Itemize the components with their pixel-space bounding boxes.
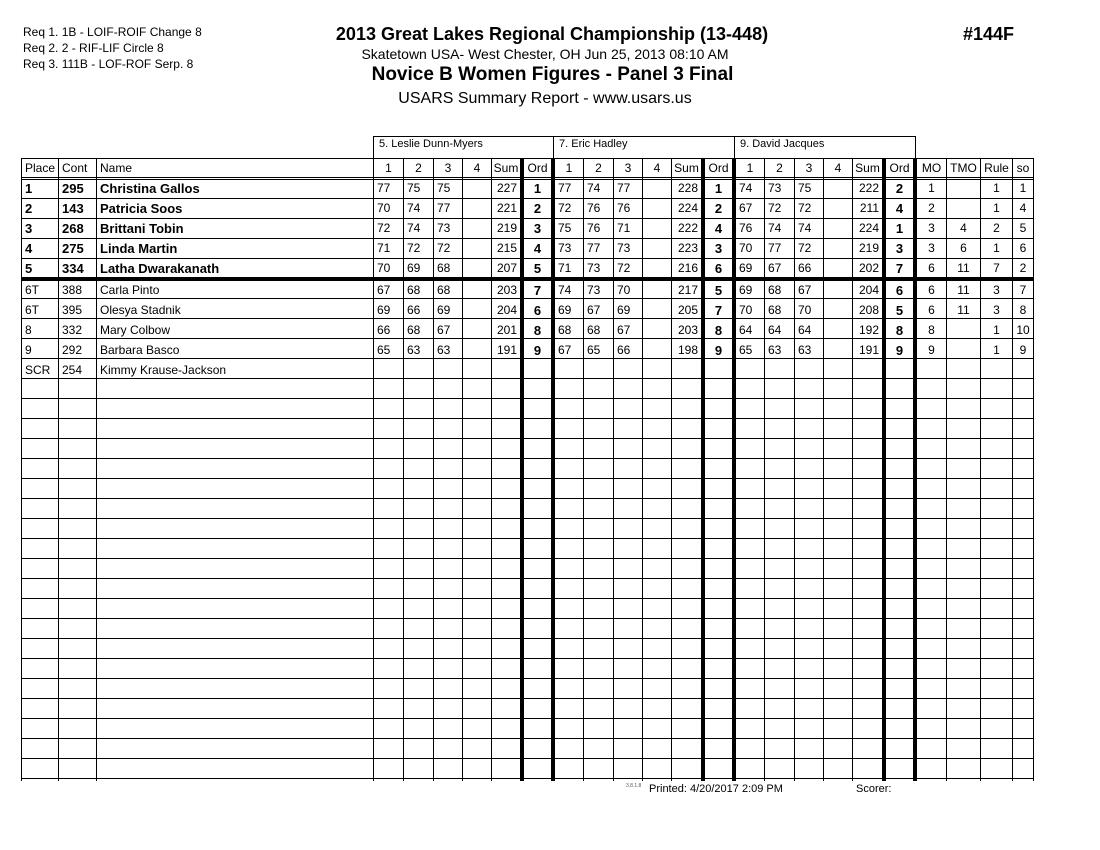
figure-score-cell: 75 <box>407 181 421 195</box>
rule-cell: 3 <box>993 283 1000 297</box>
figure-score-cell: 71 <box>377 241 391 255</box>
figure-score-cell: 68 <box>587 323 601 337</box>
figure-score-cell <box>643 361 671 380</box>
tmo-cell: 6 <box>960 241 967 255</box>
so-cell <box>1013 361 1033 380</box>
ordinal-cell: 1 <box>895 221 904 236</box>
figure-score-cell: 74 <box>798 221 812 235</box>
figure-score-cell: 68 <box>437 261 451 275</box>
place-cell: 6T <box>25 303 40 317</box>
event-name: Novice B Women Figures - Panel 3 Final <box>371 64 734 85</box>
scorer-label: Scorer: <box>856 783 892 795</box>
col-header-judge2-sum: Sum <box>674 161 699 175</box>
place-cell: 9 <box>25 343 32 357</box>
figure-score-cell: 75 <box>798 181 812 195</box>
place-cell: 2 <box>25 201 33 216</box>
figure-score-cell: 74 <box>587 181 601 195</box>
tmo-cell: 4 <box>960 221 967 235</box>
col-header-judge1-ord: Ord <box>527 161 548 175</box>
figure-score-cell <box>643 341 671 360</box>
sum-cell: 219 <box>496 221 517 235</box>
figure-score-cell: 65 <box>739 343 753 357</box>
figure-score-cell: 75 <box>437 181 451 195</box>
sum-cell: 191 <box>858 343 879 357</box>
sum-cell: 211 <box>859 201 879 215</box>
figure-score-cell <box>463 301 491 320</box>
ordinal-cell: 2 <box>533 201 542 216</box>
figure-score-cell <box>555 361 583 380</box>
event-title: 2013 Great Lakes Regional Championship (13-448) <box>335 24 769 44</box>
figure-score-cell: 70 <box>798 303 812 317</box>
skater-name-cell: Latha Dwarakanath <box>100 261 220 276</box>
figure-score-cell: 72 <box>798 241 812 255</box>
so-cell: 5 <box>1019 221 1027 235</box>
sum-cell: 201 <box>496 323 517 337</box>
figure-score-cell <box>643 199 671 218</box>
figure-score-cell: 70 <box>739 303 753 317</box>
rule-cell: 2 <box>993 221 1000 235</box>
figure-score-cell <box>643 301 671 320</box>
rule-cell: 3 <box>993 303 1000 317</box>
place-cell: 3 <box>25 221 33 236</box>
figure-score-cell: 75 <box>558 221 572 235</box>
figure-score-cell: 69 <box>407 261 421 275</box>
col-header-judge1-1: 1 <box>385 161 392 175</box>
figure-score-cell: 64 <box>739 323 753 337</box>
figure-score-cell: 77 <box>377 181 391 195</box>
figure-score-cell: 72 <box>407 241 421 255</box>
figure-score-cell: 73 <box>437 221 451 235</box>
figure-score-cell <box>824 219 852 238</box>
so-cell: 9 <box>1019 343 1027 357</box>
ordinal-cell: 6 <box>895 283 904 298</box>
sum-cell: 222 <box>677 221 698 235</box>
figure-score-cell: 67 <box>739 201 753 215</box>
figure-score-cell: 72 <box>768 201 782 215</box>
figure-score-cell: 72 <box>558 201 572 215</box>
ordinal-cell: 8 <box>533 323 542 338</box>
mo-cell: 3 <box>928 241 935 255</box>
sum-cell: 207 <box>496 261 517 275</box>
figure-score-cell: 65 <box>587 343 601 357</box>
figure-score-cell: 77 <box>558 181 572 195</box>
figure-score-cell <box>643 259 671 278</box>
figure-score-cell: 71 <box>558 261 572 275</box>
figure-score-cell <box>824 301 852 320</box>
so-cell: 10 <box>1016 323 1030 337</box>
sum-cell: 192 <box>858 323 879 337</box>
figure-score-cell: 69 <box>739 283 753 297</box>
tmo-cell: 11 <box>957 261 970 275</box>
figure-score-cell <box>824 281 852 300</box>
col-header-judge2-ord: Ord <box>708 161 729 175</box>
figure-score-cell: 67 <box>377 283 391 297</box>
judge-header-3: 9. David Jacques <box>734 136 916 158</box>
ordinal-cell <box>524 361 551 380</box>
mo-cell: 6 <box>928 261 935 275</box>
figure-score-cell: 68 <box>558 323 572 337</box>
so-cell: 1 <box>1019 181 1027 195</box>
ordinal-cell: 4 <box>714 221 723 236</box>
figure-score-cell <box>463 341 491 360</box>
figure-score-cell: 77 <box>587 241 601 255</box>
mo-cell: 3 <box>928 221 935 235</box>
figure-score-cell: 73 <box>768 181 782 195</box>
figure-score-cell: 77 <box>617 181 631 195</box>
figure-score-cell <box>824 341 852 360</box>
col-header-so: so <box>1016 161 1030 175</box>
sum-cell: 203 <box>496 283 517 297</box>
tmo-cell <box>947 341 980 360</box>
rule-cell: 1 <box>993 201 1000 215</box>
figure-score-cell: 74 <box>739 181 753 195</box>
figure-score-cell <box>643 281 671 300</box>
mo-cell <box>917 361 946 380</box>
sum-cell: 204 <box>858 283 879 297</box>
figure-score-cell <box>463 361 491 380</box>
venue-line: Skatetown USA- West Chester, OH Jun 25, 2013 08:10 AM <box>361 46 729 62</box>
ordinal-cell: 1 <box>533 181 542 196</box>
sum-cell: 221 <box>496 201 517 215</box>
so-cell: 6 <box>1019 241 1027 255</box>
ordinal-cell: 9 <box>533 343 542 358</box>
tmo-cell: 11 <box>957 283 970 297</box>
figure-score-cell: 72 <box>377 221 391 235</box>
figure-score-cell: 76 <box>617 201 631 215</box>
figure-score-cell: 67 <box>768 261 782 275</box>
skater-name-cell: Patricia Soos <box>100 201 183 216</box>
ordinal-cell: 8 <box>714 323 723 338</box>
figure-score-cell <box>463 239 491 258</box>
rule-cell: 1 <box>993 241 1000 255</box>
rule-cell: 1 <box>993 181 1000 195</box>
figure-score-cell: 67 <box>558 343 572 357</box>
sum-cell: 208 <box>858 303 879 317</box>
figure-score-cell: 68 <box>768 303 782 317</box>
sum-cell: 203 <box>677 323 698 337</box>
ordinal-cell: 7 <box>895 261 904 276</box>
contestant-number-cell: 295 <box>62 181 84 196</box>
rule-cell <box>981 361 1012 380</box>
figure-score-cell: 73 <box>617 241 631 255</box>
col-header-name: Name <box>100 161 133 175</box>
figure-score-cell <box>824 179 852 198</box>
col-header-judge1-sum: Sum <box>493 161 519 175</box>
mo-cell: 8 <box>928 323 935 337</box>
ordinal-cell: 5 <box>533 261 542 276</box>
figure-score-cell <box>463 219 491 238</box>
ordinal-cell: 3 <box>533 221 542 236</box>
col-header-mo: MO <box>921 161 942 175</box>
place-cell: 5 <box>25 261 33 276</box>
col-header-judge3-ord: Ord <box>889 161 910 175</box>
ordinal-cell: 2 <box>895 181 904 196</box>
mo-cell: 1 <box>928 181 935 195</box>
contestant-number-cell: 275 <box>62 241 84 256</box>
col-header-judge1-4: 4 <box>473 161 481 175</box>
figure-score-cell: 68 <box>437 283 451 297</box>
figure-score-cell: 76 <box>739 221 753 235</box>
figure-score-cell: 74 <box>768 221 782 235</box>
sum-cell: 228 <box>677 181 698 195</box>
figure-score-cell: 70 <box>377 261 391 275</box>
ordinal-cell: 2 <box>714 201 723 216</box>
figure-score-cell: 72 <box>437 241 451 255</box>
contestant-number-cell: 143 <box>62 201 84 216</box>
figure-score-cell: 76 <box>587 221 601 235</box>
figure-score-cell: 69 <box>437 303 451 317</box>
figure-score-cell: 67 <box>617 323 631 337</box>
so-cell: 4 <box>1019 201 1027 215</box>
figure-score-cell: 73 <box>587 261 601 275</box>
figure-score-cell: 67 <box>437 323 451 337</box>
ordinal-cell: 3 <box>895 241 904 256</box>
place-cell: 6T <box>25 283 40 297</box>
col-header-judge3-4: 4 <box>834 161 842 175</box>
sum-cell <box>492 361 520 380</box>
judge-header-2: 7. Eric Hadley <box>553 136 735 158</box>
figure-score-cell <box>643 239 671 258</box>
figure-score-cell: 65 <box>377 343 391 357</box>
figure-score-cell <box>643 179 671 198</box>
figure-score-cell: 63 <box>798 343 812 357</box>
figure-score-cell: 69 <box>739 261 753 275</box>
figure-score-cell <box>795 361 823 380</box>
contestant-number-cell: 332 <box>62 323 83 337</box>
skater-name-cell: Olesya Stadnik <box>100 303 181 317</box>
place-cell: 8 <box>25 323 32 337</box>
requirement-2: Req 2. 2 - RIF-LIF Circle 8 <box>23 41 164 55</box>
skater-name-cell: Carla Pinto <box>100 283 160 297</box>
figure-score-cell <box>824 321 852 340</box>
mo-cell: 6 <box>928 283 935 297</box>
contestant-number-cell: 334 <box>62 261 84 276</box>
sum-cell: 215 <box>496 241 517 255</box>
col-header-judge3-sum: Sum <box>855 161 880 175</box>
sum-cell <box>853 361 882 380</box>
figure-score-cell: 74 <box>558 283 572 297</box>
figure-score-cell <box>614 361 642 380</box>
figure-score-cell <box>463 199 491 218</box>
sum-cell: 222 <box>858 181 879 195</box>
sum-cell: 198 <box>677 343 698 357</box>
figure-score-cell: 68 <box>768 283 782 297</box>
figure-score-cell: 64 <box>768 323 782 337</box>
col-header-judge1-2: 2 <box>415 161 422 175</box>
sum-cell: 219 <box>858 241 879 255</box>
report-line: USARS Summary Report - www.usars.us <box>398 90 692 107</box>
col-header-judge3-2: 2 <box>776 161 783 175</box>
ordinal-cell: 6 <box>533 303 542 318</box>
figure-score-cell <box>463 259 491 278</box>
col-header-cont: Cont <box>62 161 88 175</box>
form-id: #144F <box>963 24 1015 44</box>
col-header-place: Place <box>25 161 56 175</box>
so-cell: 2 <box>1019 261 1027 275</box>
figure-score-cell: 66 <box>617 343 631 357</box>
col-header-judge3-1: 1 <box>746 161 754 175</box>
contestant-number-cell: 388 <box>62 283 83 297</box>
sum-cell: 202 <box>858 261 879 275</box>
sum-cell: 224 <box>677 201 698 215</box>
figure-score-cell: 66 <box>798 261 812 275</box>
figure-score-cell: 63 <box>437 343 451 357</box>
figure-score-cell: 70 <box>377 201 391 215</box>
figure-score-cell <box>643 219 671 238</box>
figure-score-cell: 74 <box>407 221 421 235</box>
figure-score-cell <box>765 361 794 380</box>
printed-timestamp: Printed: 4/20/2017 2:09 PM <box>649 783 783 795</box>
figure-score-cell: 68 <box>407 323 421 337</box>
figure-score-cell: 66 <box>377 323 391 337</box>
mo-cell: 2 <box>928 201 935 215</box>
sum-cell: 204 <box>496 303 517 317</box>
col-header-judge2-4: 4 <box>653 161 661 175</box>
figure-score-cell: 77 <box>768 241 782 255</box>
figure-score-cell: 73 <box>587 283 601 297</box>
contestant-number-cell: 292 <box>62 343 83 357</box>
figure-score-cell <box>374 361 403 380</box>
ordinal-cell: 6 <box>714 261 723 276</box>
contestant-number-cell: 395 <box>62 303 83 317</box>
figure-score-cell: 66 <box>407 303 421 317</box>
figure-score-cell <box>824 361 852 380</box>
sum-cell: 216 <box>677 261 698 275</box>
place-cell: SCR <box>25 363 51 377</box>
so-cell: 8 <box>1019 303 1027 317</box>
figure-score-cell: 67 <box>587 303 601 317</box>
figure-score-cell: 64 <box>798 323 812 337</box>
place-cell: 4 <box>25 241 33 256</box>
tmo-cell: 11 <box>957 303 970 317</box>
ordinal-cell <box>886 361 913 380</box>
col-header-judge1-3: 3 <box>444 161 452 175</box>
rule-cell: 7 <box>993 261 1000 275</box>
figure-score-cell: 63 <box>768 343 782 357</box>
figure-score-cell <box>736 361 764 380</box>
requirement-1: Req 1. 1B - LOIF-ROIF Change 8 <box>23 25 202 39</box>
ordinal-cell: 9 <box>714 343 723 358</box>
skater-name-cell: Christina Gallos <box>100 181 200 196</box>
sum-cell: 224 <box>858 221 879 235</box>
ordinal-cell: 1 <box>714 181 723 196</box>
col-header-judge2-3: 3 <box>624 161 632 175</box>
ordinal-cell: 8 <box>895 323 904 338</box>
figure-score-cell: 70 <box>739 241 753 255</box>
tmo-cell <box>947 361 980 380</box>
figure-score-cell: 69 <box>617 303 631 317</box>
mo-cell: 6 <box>928 303 935 317</box>
rule-cell: 1 <box>993 343 1000 357</box>
col-header-judge2-2: 2 <box>595 161 602 175</box>
figure-score-cell: 71 <box>617 221 631 235</box>
ordinal-cell: 7 <box>533 283 542 298</box>
figure-score-cell: 67 <box>798 283 812 297</box>
skater-name-cell: Barbara Basco <box>100 343 180 357</box>
sum-cell: 227 <box>496 181 517 195</box>
figure-score-cell: 73 <box>558 241 572 255</box>
version-label: 3.8.1.8 <box>626 783 642 789</box>
figure-score-cell: 76 <box>587 201 601 215</box>
figure-score-cell: 72 <box>617 261 631 275</box>
figure-score-cell <box>824 239 852 258</box>
tmo-cell <box>947 321 980 340</box>
figure-score-cell <box>824 199 852 218</box>
tmo-cell <box>947 179 980 198</box>
ordinal-cell: 4 <box>895 201 904 216</box>
figure-score-cell: 72 <box>798 201 812 215</box>
figure-score-cell: 74 <box>407 201 421 215</box>
sum-cell: 205 <box>677 303 698 317</box>
figure-score-cell <box>463 179 491 198</box>
skater-name-cell: Mary Colbow <box>100 323 171 337</box>
mo-cell: 9 <box>928 343 935 357</box>
requirement-3: Req 3. 111B - LOF-ROF Serp. 8 <box>23 57 194 71</box>
ordinal-cell <box>705 361 732 380</box>
figure-score-cell: 63 <box>407 343 421 357</box>
figure-score-cell: 68 <box>407 283 421 297</box>
ordinal-cell: 9 <box>895 343 904 358</box>
ordinal-cell: 5 <box>895 303 904 318</box>
figure-score-cell <box>463 281 491 300</box>
figure-score-cell <box>434 361 462 380</box>
skater-name-cell: Linda Martin <box>100 241 178 256</box>
figure-score-cell <box>643 321 671 340</box>
figure-score-cell: 69 <box>377 303 391 317</box>
place-cell: 1 <box>25 181 33 196</box>
figure-score-cell: 70 <box>617 283 631 297</box>
figure-score-cell: 69 <box>558 303 572 317</box>
contestant-number-cell: 268 <box>62 221 84 236</box>
col-header-tmo: TMO <box>950 161 977 175</box>
figure-score-cell <box>824 259 852 278</box>
figure-score-cell <box>463 321 491 340</box>
ordinal-cell: 3 <box>714 241 723 256</box>
sum-cell <box>672 361 701 380</box>
column-rule <box>1033 158 1034 781</box>
ordinal-cell: 5 <box>714 283 723 298</box>
contestant-number-cell: 254 <box>62 363 83 377</box>
ordinal-cell: 4 <box>533 241 542 256</box>
figure-score-cell <box>584 361 613 380</box>
ordinal-cell: 7 <box>714 303 723 318</box>
col-header-judge2-1: 1 <box>565 161 573 175</box>
rule-cell: 1 <box>993 323 1000 337</box>
figure-score-cell <box>404 361 433 380</box>
sum-cell: 217 <box>677 283 698 297</box>
col-header-rule: Rule <box>984 161 1009 175</box>
figure-score-cell: 77 <box>437 201 451 215</box>
skater-name-cell: Brittani Tobin <box>100 221 184 236</box>
sum-cell: 191 <box>496 343 517 357</box>
judge-header-1: 5. Leslie Dunn-Myers <box>373 136 554 158</box>
skater-name-cell: Kimmy Krause-Jackson <box>100 363 227 377</box>
tmo-cell <box>947 199 980 218</box>
so-cell: 7 <box>1019 283 1027 297</box>
sum-cell: 223 <box>677 241 698 255</box>
col-header-judge3-3: 3 <box>805 161 813 175</box>
